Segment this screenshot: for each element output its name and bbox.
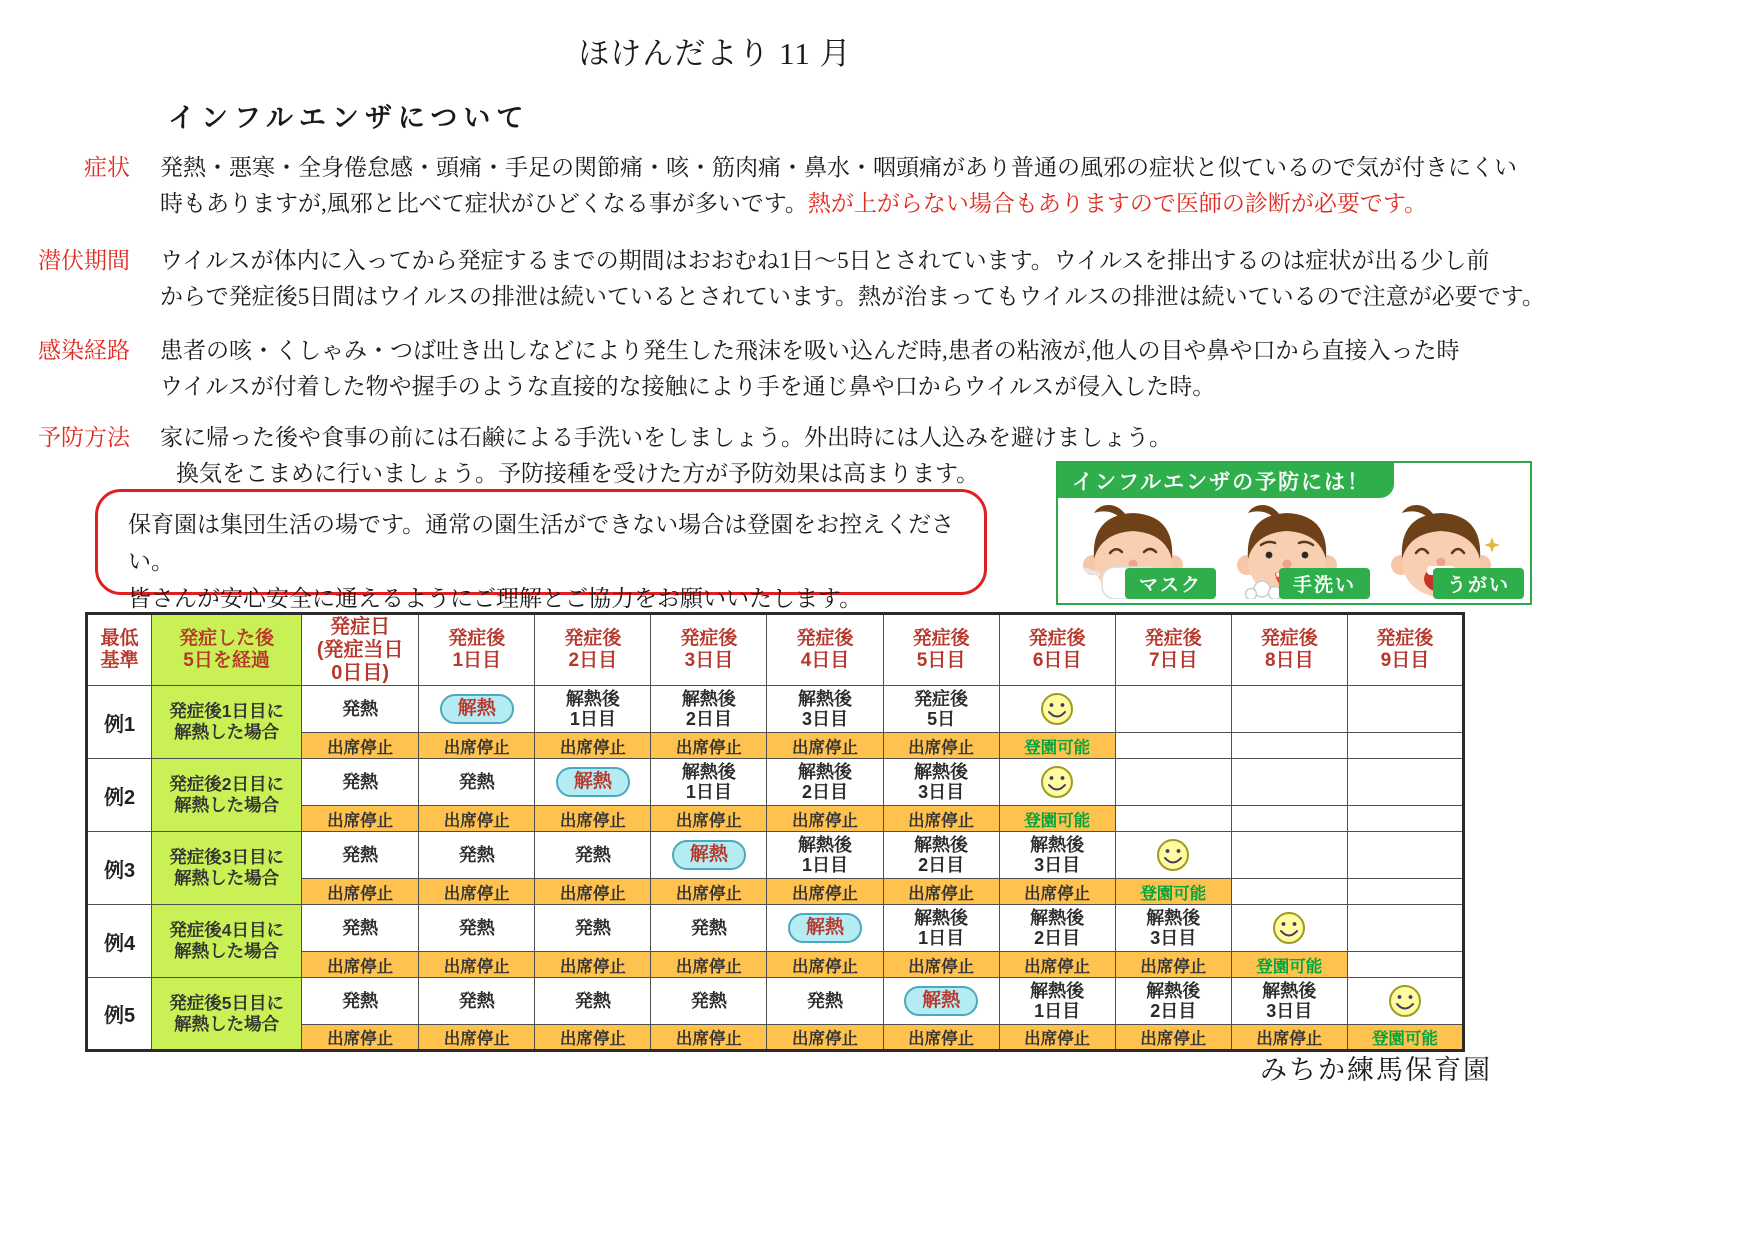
attendance-empty-cell bbox=[1115, 806, 1231, 832]
section-label: 感染経路 bbox=[38, 338, 130, 363]
status-cell bbox=[1231, 832, 1347, 879]
day-header-cell: 発症後 6日目 bbox=[999, 614, 1115, 686]
attendance-stop-cell: 出席停止 bbox=[767, 733, 883, 759]
status-cell: 解熱後 2日目 bbox=[1115, 978, 1231, 1025]
smiley-face-icon bbox=[1039, 764, 1075, 800]
section-text-line bbox=[160, 279, 1545, 315]
status-cell: 発熱 bbox=[302, 905, 419, 952]
attendance-empty-cell bbox=[1115, 733, 1231, 759]
status-cell: 解熱後 1日目 bbox=[535, 686, 651, 733]
status-cell: 発熱 bbox=[419, 978, 535, 1025]
attendance-empty-cell bbox=[1347, 952, 1463, 978]
example-label: 例2 bbox=[87, 759, 152, 832]
nursery-name: みちか練馬保育園 bbox=[1260, 1055, 1492, 1085]
day-header-cell: 発症後 4日目 bbox=[767, 614, 883, 686]
attendance-stop-cell: 出席停止 bbox=[883, 952, 999, 978]
attendance-empty-cell bbox=[1231, 879, 1347, 905]
day-header-cell: 最低 基準 bbox=[87, 614, 152, 686]
influenza-heading: インフルエンザについて bbox=[168, 103, 530, 133]
status-cell bbox=[419, 686, 535, 733]
attendance-stop-cell: 出席停止 bbox=[535, 806, 651, 832]
attendance-stop-cell: 出席停止 bbox=[767, 1025, 883, 1051]
mask-label: マスク bbox=[1125, 568, 1216, 599]
fever-resolved-badge: 解熱 bbox=[440, 694, 514, 724]
section-text-line bbox=[160, 456, 1172, 492]
text-segment: 患者の咳・くしゃみ・つば吐き出しなどにより発生した飛沫を吸い込んだ時,患者の粘液が,他人の目や鼻や口から直接入った時 bbox=[160, 338, 1460, 363]
attendance-ok-cell: 登園可能 bbox=[1231, 952, 1347, 978]
attendance-stop-cell: 出席停止 bbox=[1115, 952, 1231, 978]
status-cell: 発症後 5日 bbox=[883, 686, 999, 733]
attendance-stop-cell: 出席停止 bbox=[419, 879, 535, 905]
day-header-cell: 発症後 8日目 bbox=[1231, 614, 1347, 686]
status-cell: 発熱 bbox=[767, 978, 883, 1025]
day-header-cell: 発症した後 5日を経過 bbox=[152, 614, 302, 686]
status-cell: 発熱 bbox=[535, 832, 651, 879]
status-cell: 解熱後 3日目 bbox=[1231, 978, 1347, 1025]
status-cell bbox=[1231, 905, 1347, 952]
attendance-stop-cell: 出席停止 bbox=[535, 879, 651, 905]
text-segment: 熱が上がらない場合もありますので医師の診断が必要です。 bbox=[807, 191, 1428, 216]
attendance-empty-cell bbox=[1347, 806, 1463, 832]
smiley-face-icon bbox=[1039, 691, 1075, 727]
prevention-item-handwash bbox=[1218, 499, 1372, 601]
day-header-cell: 発症後 9日目 bbox=[1347, 614, 1463, 686]
case-label: 発症後4日目に 解熱した場合 bbox=[152, 905, 302, 978]
status-cell: 解熱後 2日目 bbox=[883, 832, 999, 879]
attendance-stop-cell: 出席停止 bbox=[651, 1025, 767, 1051]
gargle-label: うがい bbox=[1433, 568, 1524, 599]
table-row-example-4 bbox=[87, 905, 1464, 952]
case-label: 発症後5日目に 解熱した場合 bbox=[152, 978, 302, 1051]
prevention-box-title: インフルエンザの予防には！ bbox=[1058, 463, 1394, 498]
status-cell: 発熱 bbox=[302, 978, 419, 1025]
attendance-ok-cell: 登園可能 bbox=[999, 806, 1115, 832]
attendance-stop-cell: 出席停止 bbox=[535, 952, 651, 978]
text-segment: からで発症後5日間はウイルスの排泄は続いているとされています。熱が治まってもウイルスの排泄は続いているので注意が必要です。 bbox=[160, 284, 1545, 309]
attendance-ok-cell: 登園可能 bbox=[999, 733, 1115, 759]
smiley-face-icon bbox=[1155, 837, 1191, 873]
day-header-cell: 発症後 1日目 bbox=[419, 614, 535, 686]
status-cell: 解熱後 2日目 bbox=[651, 686, 767, 733]
text-segment: 換気をこまめに行いましょう。予防接種を受けた方が予防効果は高まります。 bbox=[176, 461, 980, 486]
text-segment: 発熱・悪寒・全身倦怠感・頭痛・手足の関節痛・咳・筋肉痛・鼻水・咽頭痛があり普通の風邪の症状と似ているので気が付きにくい bbox=[160, 155, 1517, 180]
nursery-notice-box bbox=[95, 489, 987, 611]
section-2 bbox=[0, 243, 1545, 315]
attendance-stop-cell: 出席停止 bbox=[883, 733, 999, 759]
notice-line: 皆さんが安心安全に通えるようにご理解とご協力をお願いいたします。 bbox=[128, 586, 863, 611]
case-label: 発症後2日目に 解熱した場合 bbox=[152, 759, 302, 832]
table-header-row bbox=[87, 614, 1464, 686]
attendance-stop-cell: 出席停止 bbox=[419, 733, 535, 759]
section-body bbox=[160, 243, 1545, 315]
fever-resolved-badge: 解熱 bbox=[556, 767, 630, 797]
attendance-stop-cell: 出席停止 bbox=[767, 879, 883, 905]
text-segment: 家に帰った後や食事の前には石鹸による手洗いをしましょう。外出時には人込みを避けましょう。 bbox=[160, 425, 1172, 450]
attendance-stop-cell: 出席停止 bbox=[767, 806, 883, 832]
attendance-empty-cell bbox=[1347, 733, 1463, 759]
attendance-stop-cell: 出席停止 bbox=[999, 1025, 1115, 1051]
section-1 bbox=[0, 150, 1517, 222]
status-cell: 発熱 bbox=[651, 905, 767, 952]
attendance-empty-cell bbox=[1231, 733, 1347, 759]
day-header-cell: 発症後 7日目 bbox=[1115, 614, 1231, 686]
attendance-stop-cell: 出席停止 bbox=[883, 1025, 999, 1051]
table-row-example-2 bbox=[87, 759, 1464, 806]
day-header-cell: 発症日 (発症当日 0日目) bbox=[302, 614, 419, 686]
attendance-stop-cell: 出席停止 bbox=[302, 806, 419, 832]
status-cell: 解熱後 1日目 bbox=[767, 832, 883, 879]
attendance-stop-cell: 出席停止 bbox=[302, 879, 419, 905]
smiley-face-icon bbox=[1387, 983, 1423, 1019]
attendance-stop-cell: 出席停止 bbox=[999, 879, 1115, 905]
section-body bbox=[160, 150, 1517, 222]
status-cell bbox=[1347, 759, 1463, 806]
status-cell: 解熱後 3日目 bbox=[1115, 905, 1231, 952]
status-cell: 解熱後 1日目 bbox=[883, 905, 999, 952]
attendance-stop-cell: 出席停止 bbox=[1231, 1025, 1347, 1051]
attendance-ok-cell: 登園可能 bbox=[1115, 879, 1231, 905]
example-label: 例4 bbox=[87, 905, 152, 978]
page-title: ほけんだより 11 月 bbox=[578, 36, 852, 71]
attendance-stop-cell: 出席停止 bbox=[419, 1025, 535, 1051]
prevention-illustrations bbox=[1064, 499, 1526, 601]
status-cell bbox=[535, 759, 651, 806]
text-segment: ウイルスが体内に入ってから発症するまでの期間はおおむね1日～5日とされています。ウイルスを排出するのは症状が出る少し前 bbox=[160, 248, 1490, 273]
attendance-stop-cell: 出席停止 bbox=[651, 806, 767, 832]
case-label: 発症後1日目に 解熱した場合 bbox=[152, 686, 302, 759]
status-cell bbox=[1231, 686, 1347, 733]
status-cell: 解熱後 2日目 bbox=[999, 905, 1115, 952]
attendance-stop-cell: 出席停止 bbox=[302, 952, 419, 978]
status-cell: 発熱 bbox=[535, 905, 651, 952]
attendance-stop-cell: 出席停止 bbox=[302, 1025, 419, 1051]
case-label: 発症後3日目に 解熱した場合 bbox=[152, 832, 302, 905]
attendance-stop-cell: 出席停止 bbox=[883, 806, 999, 832]
status-cell: 解熱後 2日目 bbox=[767, 759, 883, 806]
attendance-stop-cell: 出席停止 bbox=[535, 733, 651, 759]
attendance-stop-cell: 出席停止 bbox=[651, 879, 767, 905]
attendance-stop-cell: 出席停止 bbox=[1115, 1025, 1231, 1051]
status-cell bbox=[999, 759, 1115, 806]
status-cell: 発熱 bbox=[419, 905, 535, 952]
attendance-empty-cell bbox=[1231, 806, 1347, 832]
table-row-example-3 bbox=[87, 832, 1464, 879]
section-text-line bbox=[160, 150, 1517, 186]
smiley-face-icon bbox=[1271, 910, 1307, 946]
section-4 bbox=[0, 420, 1172, 492]
status-cell bbox=[1115, 686, 1231, 733]
status-cell bbox=[1347, 686, 1463, 733]
section-label: 潜伏期間 bbox=[38, 248, 130, 273]
day-header-cell: 発症後 5日目 bbox=[883, 614, 999, 686]
status-cell: 発熱 bbox=[302, 832, 419, 879]
status-cell bbox=[1347, 905, 1463, 952]
text-segment: 時もありますが,風邪と比べて症状がひどくなる事が多いです。 bbox=[160, 191, 808, 216]
status-cell: 発熱 bbox=[651, 978, 767, 1025]
status-cell: 発熱 bbox=[419, 832, 535, 879]
status-cell: 発熱 bbox=[535, 978, 651, 1025]
attendance-ok-cell: 登園可能 bbox=[1347, 1025, 1463, 1051]
attendance-stop-cell: 出席停止 bbox=[419, 952, 535, 978]
section-label: 予防方法 bbox=[38, 425, 130, 450]
section-label: 症状 bbox=[84, 155, 130, 180]
status-cell bbox=[1115, 759, 1231, 806]
attendance-rules-table bbox=[85, 612, 1465, 1052]
prevention-item-gargle bbox=[1372, 499, 1526, 601]
handwash-label: 手洗い bbox=[1279, 568, 1370, 599]
status-cell: 解熱後 3日目 bbox=[999, 832, 1115, 879]
status-cell bbox=[1347, 978, 1463, 1025]
status-cell: 発熱 bbox=[419, 759, 535, 806]
status-cell bbox=[1115, 832, 1231, 879]
day-header-cell: 発症後 3日目 bbox=[651, 614, 767, 686]
example-label: 例3 bbox=[87, 832, 152, 905]
status-cell: 発熱 bbox=[302, 686, 419, 733]
prevention-box bbox=[1056, 461, 1532, 605]
fever-resolved-badge: 解熱 bbox=[788, 913, 862, 943]
status-cell: 発熱 bbox=[302, 759, 419, 806]
status-cell: 解熱後 3日目 bbox=[883, 759, 999, 806]
table-row-example-5 bbox=[87, 978, 1464, 1025]
prevention-item-mask bbox=[1064, 499, 1218, 601]
section-body bbox=[160, 333, 1460, 405]
status-cell bbox=[1347, 832, 1463, 879]
section-text-line bbox=[160, 333, 1460, 369]
notice-line: 保育園は集団生活の場です。通常の園生活ができない場合は登園をお控えください。 bbox=[128, 512, 955, 574]
section-body bbox=[160, 420, 1172, 492]
status-cell bbox=[651, 832, 767, 879]
section-3 bbox=[0, 333, 1460, 405]
day-header-cell: 発症後 2日目 bbox=[535, 614, 651, 686]
attendance-stop-cell: 出席停止 bbox=[419, 806, 535, 832]
example-label: 例1 bbox=[87, 686, 152, 759]
attendance-stop-cell: 出席停止 bbox=[535, 1025, 651, 1051]
fever-resolved-badge: 解熱 bbox=[904, 986, 978, 1016]
attendance-stop-cell: 出席停止 bbox=[651, 952, 767, 978]
status-cell bbox=[999, 686, 1115, 733]
status-cell bbox=[883, 978, 999, 1025]
status-cell: 解熱後 1日目 bbox=[999, 978, 1115, 1025]
attendance-stop-cell: 出席停止 bbox=[767, 952, 883, 978]
section-text-line bbox=[160, 186, 1517, 222]
attendance-stop-cell: 出席停止 bbox=[302, 733, 419, 759]
section-text-line bbox=[160, 243, 1545, 279]
attendance-stop-cell: 出席停止 bbox=[651, 733, 767, 759]
status-cell: 解熱後 3日目 bbox=[767, 686, 883, 733]
example-label: 例5 bbox=[87, 978, 152, 1051]
attendance-stop-cell: 出席停止 bbox=[883, 879, 999, 905]
status-cell bbox=[767, 905, 883, 952]
attendance-stop-cell: 出席停止 bbox=[999, 952, 1115, 978]
status-cell: 解熱後 1日目 bbox=[651, 759, 767, 806]
attendance-empty-cell bbox=[1347, 879, 1463, 905]
section-text-line bbox=[160, 369, 1460, 405]
section-text-line bbox=[160, 420, 1172, 456]
table-row-example-1 bbox=[87, 686, 1464, 733]
text-segment: ウイルスが付着した物や握手のような直接的な接触により手を通じ鼻や口からウイルスが侵入した時。 bbox=[160, 374, 1216, 399]
status-cell bbox=[1231, 759, 1347, 806]
fever-resolved-badge: 解熱 bbox=[672, 840, 746, 870]
